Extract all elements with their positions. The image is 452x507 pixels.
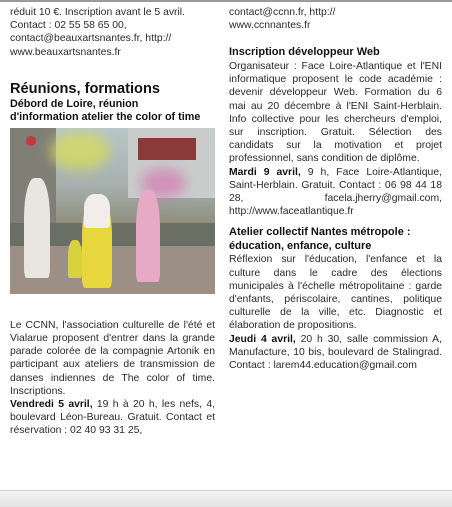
right-column [229,6,442,372]
subtitle-line: Débord de Loire, réunion [10,97,139,110]
event-details [10,398,215,438]
event-date: Mardi 9 avril, [229,166,301,178]
top-rule [0,0,452,2]
event-title: Inscription développeur Web [229,46,380,59]
intro-email: contact@beauxartsnantes.fr, http:// [10,33,172,45]
event-location: 9 h, Face Loire-Atlantique, Saint-Herblain. Gratuit. Contact : 06 98 44 18 28, facela.jherry@gmail.com, http://www.faceatlantique.fr [229,166,442,218]
contact-url: www.ccnnantes.fr [229,20,311,32]
event-details [229,166,442,219]
event-date: Jeudi 4 avril, [229,333,296,345]
intro-url: www.beauxartsnantes.fr [10,46,121,58]
event-body: Réflexion sur l'éducation, l'enfance et la culture dans le cadre des élections municipales à l'échelle métropolitaine : garde d'enfants, périscolaire, cantines, politique culturelle de la ville, etc. Diagnostic et élaboration de propositions. [229,254,442,332]
intro-line: réduit 10 €. Inscription avant le 5 avril. [10,7,186,18]
section-title: Réunions, formations [10,80,160,97]
subtitle-line: d'information atelier the color of time [10,110,201,123]
title-line: Atelier collectif Nantes métropole : [229,226,411,239]
event-details [229,333,442,373]
left-column [10,6,215,438]
event-subtitle [10,98,215,124]
event-location: 20 h 30, salle commission A, Manufacture, 10 bis, boulevard de Stalingrad. Contact : larem44.education@gmail.com [229,333,442,371]
event-title [229,226,442,253]
parade-photo [10,128,215,294]
bottom-edge [0,490,452,507]
contact-email: contact@ccnn.fr, http:// [229,7,336,18]
title-line: éducation, enfance, culture [229,239,372,252]
event-date: Vendredi 5 avril, [10,399,93,411]
event-location: 19 h à 20 h, les nefs, 4, boulevard Léon-Bureau. Gratuit. Contact et réservation : 02 40 93 31 25, [10,399,215,437]
event-body: Le CCNN, l'association culturelle de l'été et Vialarue proposent d'entrer dans la grande parade colorée de la compagnie Artonik en participant aux ateliers de transmission de danses indiennes de The color of time. Inscriptions. [10,319,215,397]
event-body: Organisateur : Face Loire-Atlantique et l'ENI informatique proposent le code académie : devenir développeur Web. Formation du 6 mai au 20 décembre à l'ENI Saint-Herblain. Info collective pour les chercheurs d'emploi, sur inscription. Gratuit. Sélection des candidats sur la motivation et projet professionnel, sans condition de diplôme. [229,60,442,165]
intro-line: Contact : 02 55 58 65 00, [10,20,127,32]
